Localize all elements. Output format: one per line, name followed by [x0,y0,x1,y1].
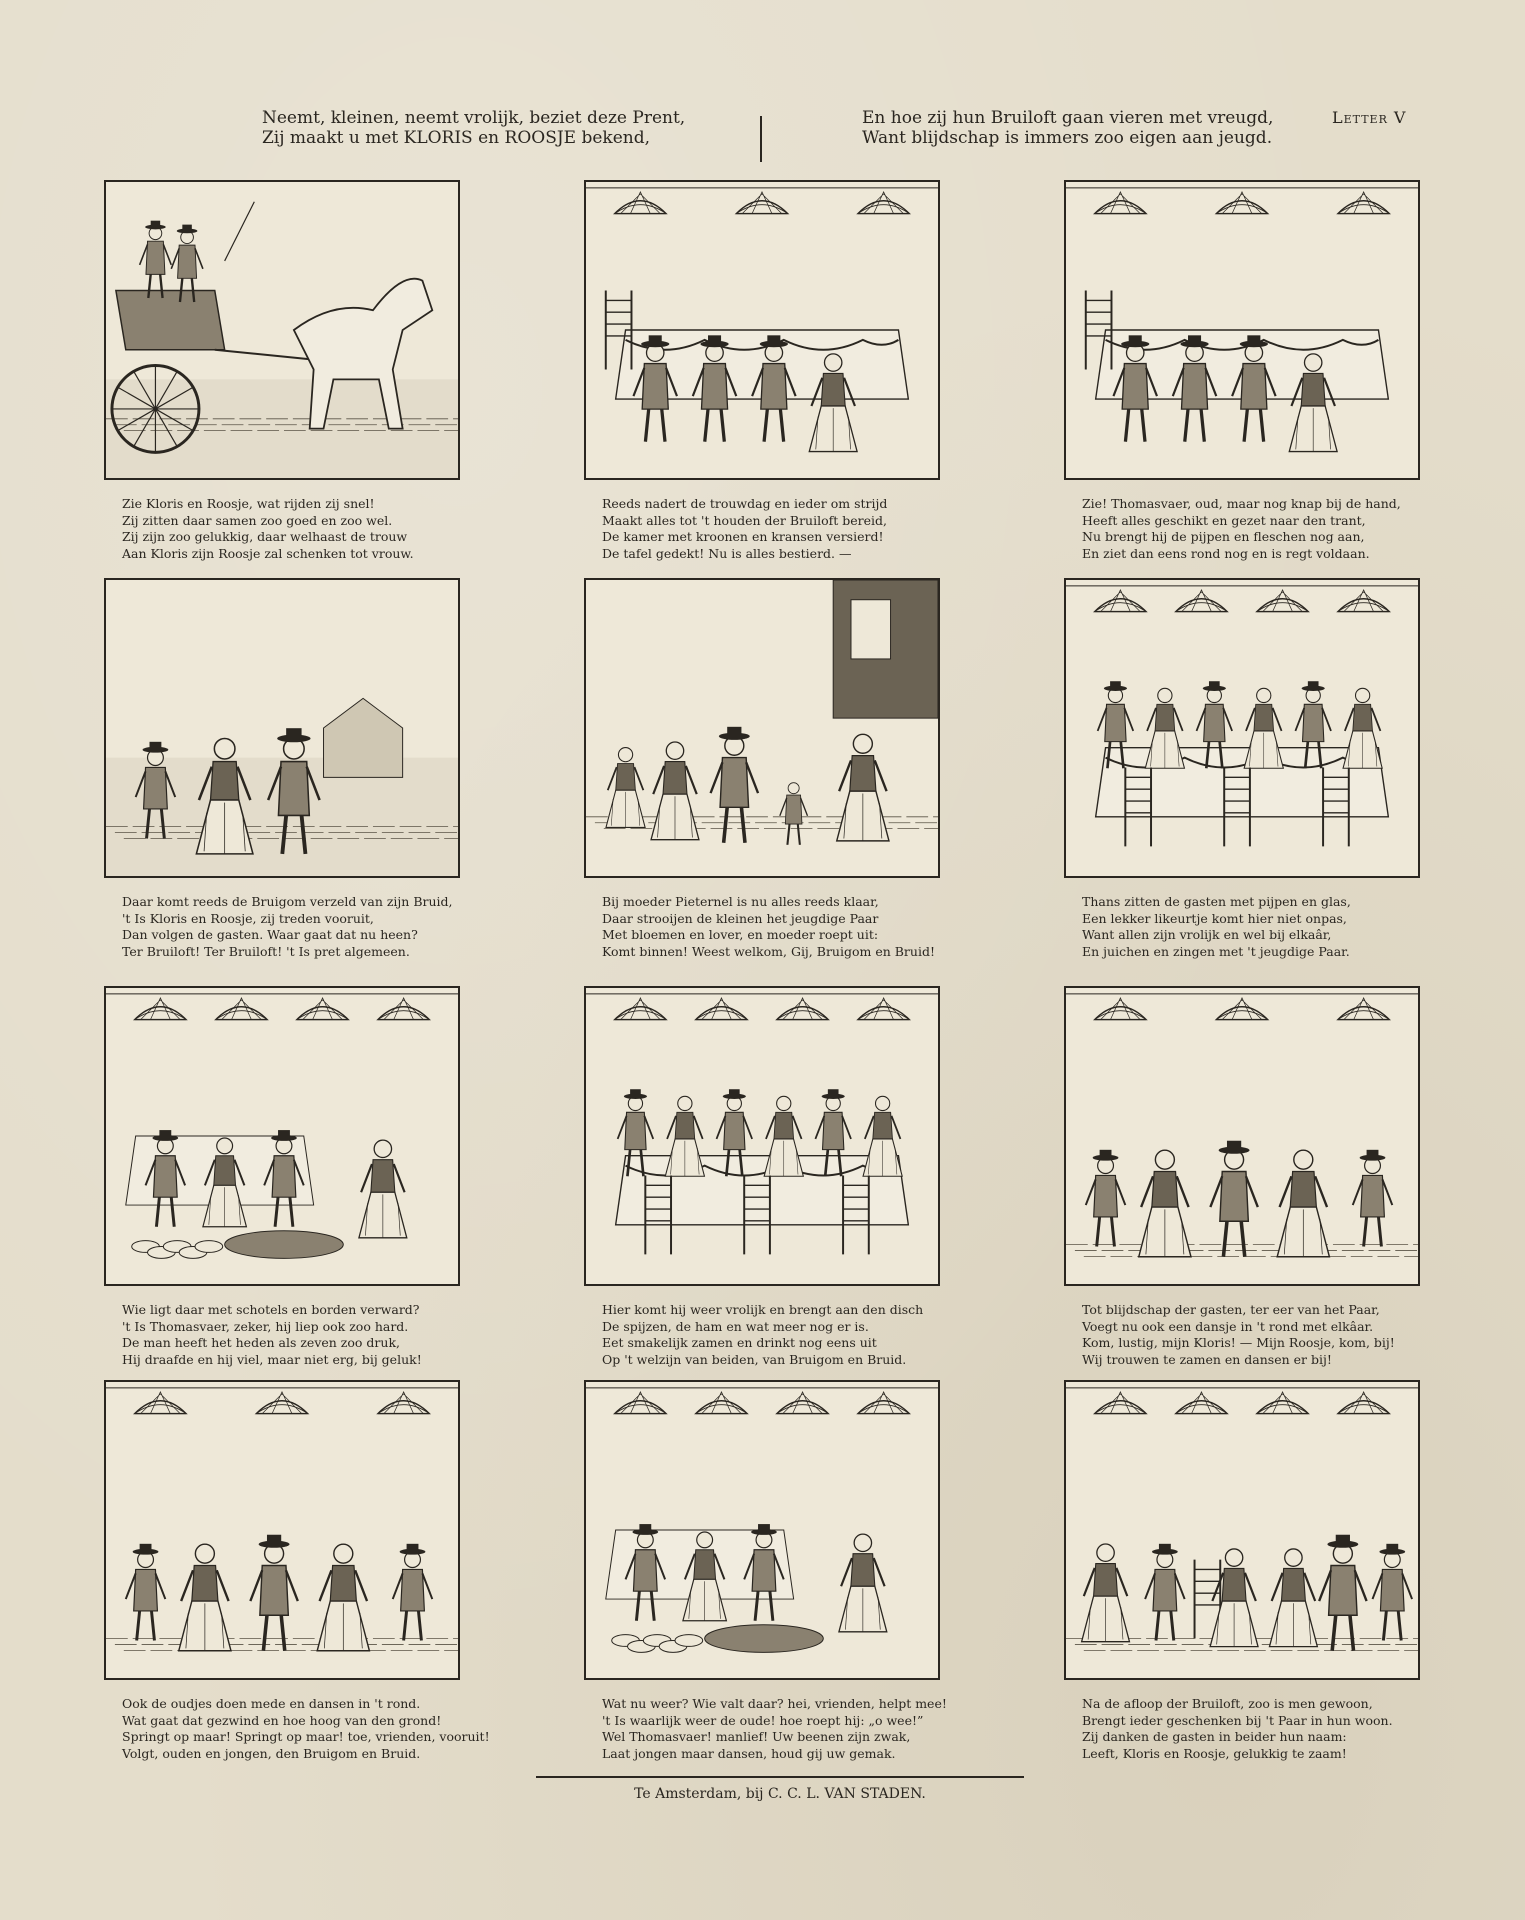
header-right-line: Want blijdschap is immers zoo eigen aan jeugd. [862,128,1273,148]
verse-line: Wat gaat dat gezwind en hoe hoog van den grond! [122,1712,442,1728]
panel-verse [122,894,468,960]
verse-line: Heeft alles geschikt en gezet naar den trant, [1082,512,1366,528]
verse-line: Volgt, ouden en jongen, den Bruigom en Bruid. [122,1745,421,1761]
verse-line: Eet smakelijk zamen en drinkt nog eens uit [602,1335,877,1350]
verse-line: 't Is Kloris en Roosje, zij treden vooruit, [122,910,374,926]
verse-line: Zij zijn zoo gelukkig, daar welhaast de trouw [122,529,408,544]
header-left-line: Neemt, kleinen, neemt vrolijk, beziet deze Prent, [262,108,686,128]
verse-line: En juichen en zingen met 't jeugdige Paar. [1082,943,1350,959]
verse-line: Zij zitten daar samen zoo goed en zoo wel. [122,512,393,528]
verse-line: Daar komt reeds de Bruigom verzeld van zijn Bruid, [122,894,453,909]
panel-verse [602,496,948,562]
verse-line: 't Is Thomasvaer, zeker, hij liep ook zoo hard. [122,1318,409,1334]
woodcut-illustration [1064,1380,1420,1680]
verse-line: Wat nu weer? Wie valt daar? hei, vrienden, helpt mee! [602,1696,947,1711]
header-divider [760,116,762,162]
panel-verse [602,1696,948,1762]
panel-verse [1082,894,1428,960]
verse-line: Maakt alles tot 't houden der Bruiloft bereid, [602,512,887,528]
verse-line: Tot blijdschap der gasten, ter eer van het Paar, [1082,1302,1380,1317]
header-left-verse [262,108,686,148]
verse-line: Want allen zijn vrolijk en wel bij elkaâr, [1082,927,1332,942]
verse-line: Zij danken de gasten in beider hun naam: [1082,1729,1347,1744]
imprint: Te Amsterdam, bij C. C. L. VAN STADEN. [634,1786,926,1802]
series-letter: Letter V [1332,108,1407,127]
woodcut-illustration [584,578,940,878]
woodcut-illustration [104,986,460,1286]
verse-line: Ter Bruiloft! Ter Bruiloft! 't Is pret algemeen. [122,943,410,959]
verse-line: De tafel gedekt! Nu is alles bestierd. — [602,545,852,561]
verse-line: Wie ligt daar met schotels en borden verward? [122,1302,420,1317]
verse-line: Hij draafde en hij viel, maar niet erg, bij geluk! [122,1351,422,1367]
woodcut-illustration [104,1380,460,1680]
panel-verse [1082,1302,1428,1368]
verse-line: De kamer met kroonen en kransen versierd! [602,529,884,544]
woodcut-illustration [584,986,940,1286]
verse-line: Nu brengt hij de pijpen en fleschen nog aan, [1082,529,1365,544]
verse-line: Hier komt hij weer vrolijk en brengt aan den disch [602,1302,924,1317]
verse-line: Aan Kloris zijn Roosje zal schenken tot vrouw. [122,545,414,561]
verse-line: Zie! Thomasvaer, oud, maar nog knap bij de hand, [1082,496,1401,511]
panel-verse [122,496,468,562]
verse-line: 't Is waarlijk weer de oude! hoe roept hij: „o wee!” [602,1712,924,1728]
woodcut-illustration [584,1380,940,1680]
verse-line: Na de afloop der Bruiloft, zoo is men gewoon, [1082,1696,1373,1711]
panel-verse [602,894,948,960]
verse-line: En ziet dan eens rond nog en is regt voldaan. [1082,545,1370,561]
verse-line: De spijzen, de ham en wat meer nog er is. [602,1318,869,1334]
header-right-line: En hoe zij hun Bruiloft gaan vieren met vreugd, [862,108,1274,128]
verse-line: Ook de oudjes doen mede en dansen in 't rond. [122,1696,421,1711]
woodcut-illustration [1064,986,1420,1286]
verse-line: Zie Kloris en Roosje, wat rijden zij snel! [122,496,375,511]
verse-line: Dan volgen de gasten. Waar gaat dat nu heen? [122,927,418,942]
verse-line: De man heeft het heden als zeven zoo druk, [122,1335,400,1350]
imprint-rule [536,1776,1024,1778]
panel-verse [122,1302,468,1368]
verse-line: Thans zitten de gasten met pijpen en glas, [1082,894,1351,909]
verse-line: Met bloemen en lover, en moeder roept uit: [602,927,879,942]
verse-line: Kom, lustig, mijn Kloris! — Mijn Roosje, kom, bij! [1082,1335,1395,1350]
verse-line: Voegt nu ook een dansje in 't rond met elkâar. [1082,1318,1374,1334]
panel-verse [1082,1696,1428,1762]
verse-line: Reeds nadert de trouwdag en ieder om strijd [602,496,888,511]
woodcut-illustration [104,578,460,878]
woodcut-illustration [1064,180,1420,480]
woodcut-illustration [104,180,460,480]
woodcut-illustration [1064,578,1420,878]
verse-line: Springt op maar! Springt op maar! toe, vrienden, vooruit! [122,1729,490,1744]
verse-line: Leeft, Kloris en Roosje, gelukkig te zaam! [1082,1745,1347,1761]
verse-line: Wij trouwen te zamen en dansen er bij! [1082,1351,1332,1367]
verse-line: Daar strooijen de kleinen het jeugdige Paar [602,910,879,926]
woodcut-illustration [584,180,940,480]
verse-line: Laat jongen maar dansen, houd gij uw gemak. [602,1745,896,1761]
panel-verse [122,1696,490,1762]
header [0,108,1525,158]
verse-line: Komt binnen! Weest welkom, Gij, Bruigom en Bruid! [602,943,935,959]
verse-line: Bij moeder Pieternel is nu alles reeds klaar, [602,894,879,909]
verse-line: Op 't welzijn van beiden, van Bruigom en Bruid. [602,1351,907,1367]
verse-line: Wel Thomasvaer! manlief! Uw beenen zijn zwak, [602,1729,911,1744]
verse-line: Een lekker likeurtje komt hier niet onpas, [1082,910,1347,926]
panel-verse [602,1302,948,1368]
panel-verse [1082,496,1428,562]
header-right-verse [862,108,1282,148]
verse-line: Brengt ieder geschenken bij 't Paar in hun woon. [1082,1712,1393,1728]
header-left-line: Zij maakt u met KLORIS en ROOSJE bekend, [262,128,651,148]
